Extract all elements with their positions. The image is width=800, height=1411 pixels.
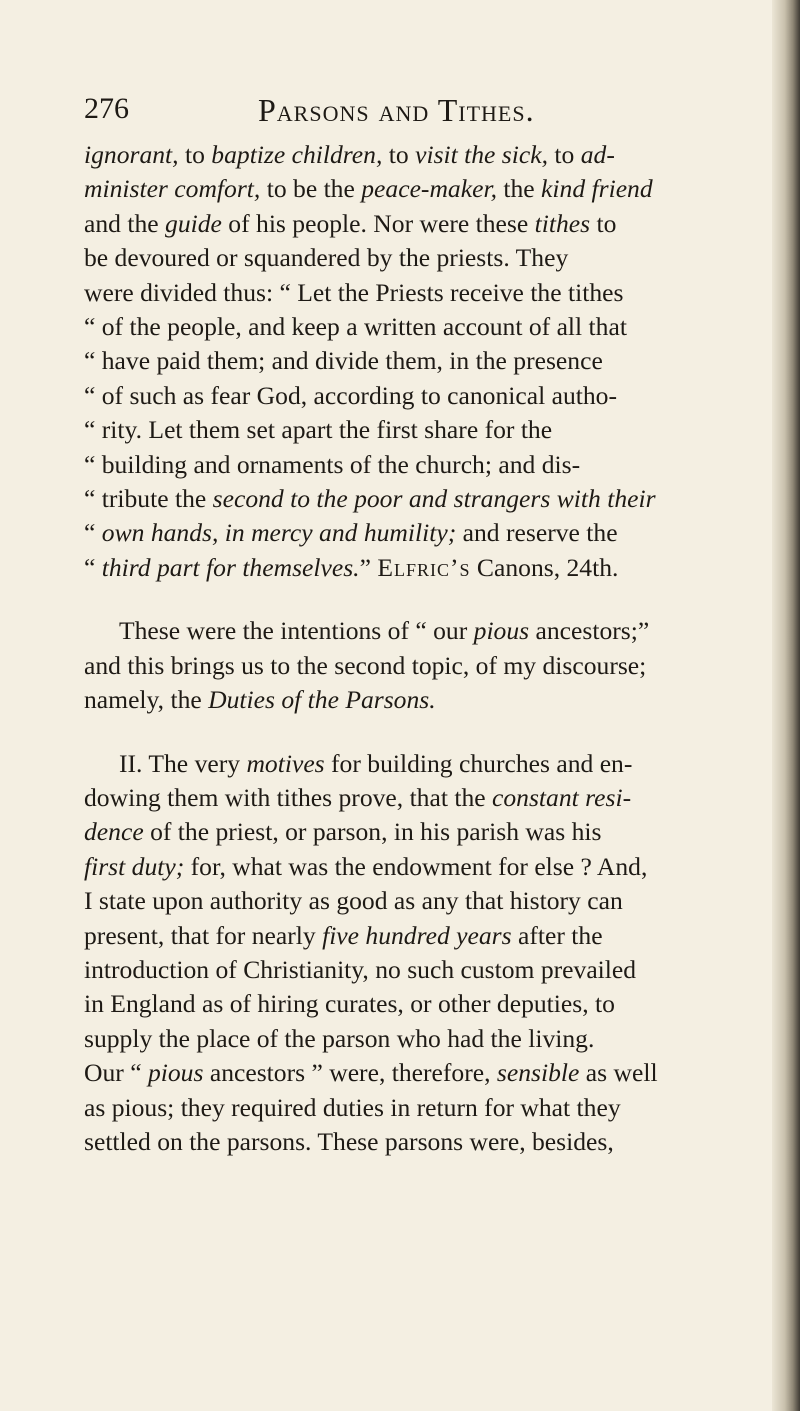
italic-text: kind friend: [541, 174, 653, 204]
italic-text: second to the poor and strangers with their: [212, 484, 656, 514]
text-segment: “ tribute the: [84, 484, 213, 514]
text-segment: settled on the parsons. These parsons were, besides,: [84, 1126, 614, 1156]
text-line: [84, 207, 744, 241]
paragraph: [84, 614, 744, 717]
text-segment: to: [548, 140, 581, 169]
text-segment: to: [382, 140, 416, 169]
paragraph-gap: [84, 585, 744, 614]
paragraph-text: [84, 747, 744, 1160]
text-segment: to be the: [260, 174, 362, 204]
text-segment: ancestors;”: [529, 616, 650, 646]
text-segment: introduction of Christianity, no such custom prevailed: [84, 954, 637, 984]
italic-text: motives: [246, 748, 325, 778]
text-line: [84, 884, 744, 918]
text-segment: “ have paid them; and divide them, in the presence: [84, 346, 603, 376]
text-segment: in England as of hiring curates, or other deputies, to: [84, 989, 615, 1019]
italic-text: dence: [84, 817, 144, 847]
text-segment: of his people. Nor were these: [221, 208, 535, 238]
italic-text: peace-maker,: [361, 174, 497, 204]
book-spine-shadow: [772, 0, 800, 1411]
text-segment: of the priest, or parson, in his parish was his: [143, 817, 602, 847]
text-segment: as well: [579, 1058, 658, 1088]
text-segment: were divided thus: “ Let the Priests receive the tithes: [84, 277, 624, 307]
text-line: [84, 815, 744, 849]
text-segment: “ building and ornaments of the church; and dis-: [84, 449, 581, 479]
text-segment: “ of such as fear God, according to canonical autho-: [84, 380, 617, 410]
text-segment: to: [590, 208, 617, 238]
italic-text: tithes: [534, 208, 591, 238]
text-segment: ancestors ” were, therefore,: [203, 1058, 497, 1088]
text-segment: after the: [511, 920, 603, 950]
text-line: [84, 953, 744, 987]
text-line: [84, 138, 744, 172]
italic-text: ignorant,: [84, 140, 179, 169]
text-line: [84, 516, 744, 550]
text-line: [84, 551, 744, 585]
italic-text: first duty;: [84, 851, 185, 881]
italic-text: own hands, in mercy and humility;: [101, 518, 457, 548]
text-line: [84, 1022, 744, 1056]
text-line: [84, 413, 744, 447]
text-line: [84, 987, 744, 1021]
text-segment: and reserve the: [456, 518, 618, 548]
text-line: [84, 850, 744, 884]
text-segment: I state upon authority as good as any that history can: [84, 886, 623, 916]
text-segment: supply the place of the parson who had the living.: [84, 1023, 595, 1053]
text-segment: “ of the people, and keep a written account of all that: [84, 312, 627, 342]
text-segment: Canons, 24th.: [470, 552, 619, 582]
italic-text: pious: [147, 1058, 204, 1088]
text-segment: “: [84, 552, 102, 582]
text-line: [84, 448, 744, 482]
running-head: Parsons and Tithes.: [258, 92, 535, 128]
text-segment: and the: [84, 208, 166, 238]
text-segment: dowing them with tithes prove, that the: [84, 782, 493, 812]
paragraph-gap: [84, 718, 744, 747]
text-segment: These were the intentions of “ our: [119, 616, 474, 646]
text-line: [84, 683, 744, 717]
text-line: [84, 276, 744, 310]
italic-text: pious: [473, 616, 530, 646]
text-line: [84, 482, 744, 516]
text-line: [84, 241, 744, 275]
text-segment: for building churches and en-: [324, 748, 633, 778]
text-segment: ”: [359, 552, 378, 582]
text-segment: present, that for nearly: [84, 920, 323, 950]
text-segment: the: [496, 174, 542, 204]
italic-text: constant resi-: [492, 782, 632, 812]
text-segment: namely, the: [84, 685, 209, 715]
italic-text: visit the sick,: [415, 140, 548, 169]
text-segment: as pious; they required duties in return for what they: [84, 1092, 621, 1122]
italic-text: baptize children,: [211, 140, 383, 169]
text-segment: for, what was the endowment for else ? And,: [184, 851, 648, 881]
paragraph: [84, 138, 744, 585]
italic-text: third part for themselves.: [101, 552, 360, 582]
italic-text: guide: [165, 208, 222, 238]
text-line: [84, 1056, 744, 1090]
text-line: [84, 781, 744, 815]
body-text: [84, 138, 744, 1159]
italic-text: minister comfort,: [84, 174, 261, 204]
paragraph-text: [84, 138, 744, 585]
italic-text: five hundred years: [322, 920, 512, 950]
text-segment: II. The very: [119, 748, 247, 778]
text-line: [84, 172, 744, 206]
text-line: [84, 747, 744, 781]
text-segment: and this brings us to the second topic, of my discourse;: [84, 650, 647, 680]
italic-text: Duties of the Parsons.: [208, 685, 436, 715]
page-header: [84, 92, 684, 132]
text-line: [84, 614, 744, 648]
small-caps-text: Elfric’s: [377, 552, 471, 582]
text-line: [84, 1125, 744, 1159]
text-segment: be devoured or squandered by the priests. They: [84, 243, 569, 273]
text-line: [84, 310, 744, 344]
text-segment: “: [84, 518, 102, 548]
text-segment: “ rity. Let them set apart the first share for the: [84, 415, 553, 445]
italic-text: ad-: [580, 140, 615, 169]
text-line: [84, 919, 744, 953]
page-number: 276: [84, 92, 129, 125]
text-segment: to: [178, 140, 212, 169]
text-line: [84, 379, 744, 413]
text-line: [84, 1091, 744, 1125]
paragraph-text: [84, 614, 744, 717]
paragraph: [84, 747, 744, 1160]
italic-text: sensible: [496, 1058, 580, 1088]
text-line: [84, 649, 744, 683]
text-line: [84, 344, 744, 378]
text-segment: Our “: [84, 1058, 148, 1088]
